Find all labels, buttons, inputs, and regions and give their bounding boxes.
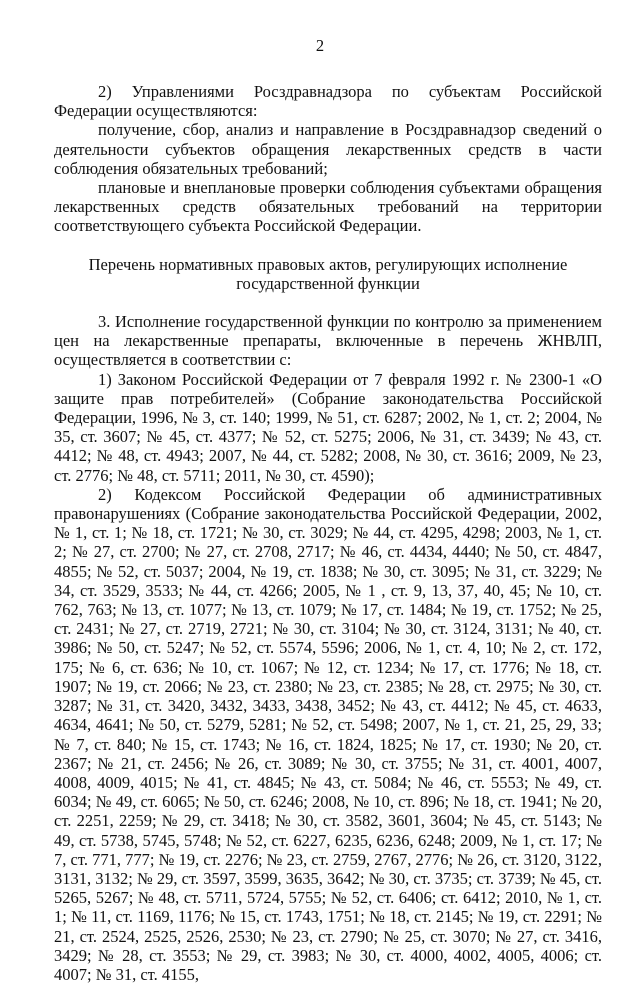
document-body: [54, 82, 602, 984]
section-3-item-1: 1) Законом Российской Федерации от 7 февраля 1992 г. № 2300-1 «О защите прав потребителей» (Собрание законодательства Российской Федерации, 1996, № 3, ст. 140; 1999, № 51, ст. 6287; 2002, № 1, ст. 2; 2004, № 35, ст. 3607; № 45, ст. 4377; № 52, ст. 5275; 2006, № 31, ст. 3439; № 43, ст. 4412; № 48, ст. 4943; 2007, № 44, ст. 5282; 2008, № 30, ст. 3616; 2009, № 23, ст. 2776; № 48, ст. 5711; 2011, № 30, ст. 4590);: [54, 369, 602, 485]
page-number: 2: [315, 36, 325, 55]
paragraph-2-intro: 2) Управлениями Росздравнадзора по субъектам Российской Федерации осуществляются:: [54, 82, 602, 121]
paragraph-collection: получение, сбор, анализ и направление в Росздравнадзор сведений о деятельности субъектов обращения лекарственных средств в части соблюдения обязательных требований;: [54, 120, 602, 178]
section-3-intro: 3. Исполнение государственной функции по контролю за применением цен на лекарственные препараты, включенные в перечень ЖНВЛП, осуществляется в соответствии с:: [54, 312, 602, 370]
paragraph-inspections: плановые и внеплановые проверки соблюдения субъектами обращения лекарственных средств обязательных требований на территории соответствующего субъекта Российской Федерации.: [54, 178, 602, 236]
section-3-item-2: 2) Кодексом Российской Федерации об административных правонарушениях (Собрание законодательства Российской Федерации, 2002, № 1, ст. 1; № 18, ст. 1721; № 30, ст. 3029; № 44, ст. 4295, 4298; 2003, № 1, ст. 2; № 27, ст. 2700; № 27, ст. 2708, 2717; № 46, ст. 4434, 4440; № 50, ст. 4847, 4855; № 52, ст. 5037; 2004, № 19, ст. 1838; № 30, ст. 3095; № 31, ст. 3229; № 34, ст. 3529, 3533; № 44, ст. 4266; 2005, № 1 , ст. 9, 13, 37, 40, 45; № 10, ст. 762, 763; № 13, ст. 1077; № 13, ст. 1079; № 17, ст. 1484; № 19, ст. 1752; № 25, ст. 2431; № 27, ст. 2719, 2721; № 30, ст. 3104; № 30, ст. 3124, 3131; № 40, ст. 3986; № 50, ст. 5247; № 52, ст. 5574, 5596; 2006, № 1, ст. 4, 10; № 2, ст. 172, 175; № 6, ст. 636; № 10, ст. 1067; № 12, ст. 1234; № 17, ст. 1776; № 18, ст. 1907; № 19, ст. 2066; № 23, ст. 2380; № 23, ст. 2385; № 28, ст. 2975; № 30, ст. 3287; № 31, ст. 3420, 3432, 3433, 3438, 3452; № 43, ст. 4412; № 45, ст. 4633, 4634, 4641; № 50, ст. 5279, 5281; № 52, ст. 5498; 2007, № 1, ст. 21, 25, 29, 33; № 7, ст. 840; № 15, ст. 1743; № 16, ст. 1824, 1825; № 17, ст. 1930; № 20, ст. 2367; № 21, ст. 2456; № 26, ст. 3089; № 30, ст. 3755; № 31, ст. 4001, 4007, 4008, 4009, 4015; № 41, ст. 4845; № 43, ст. 5084; № 46, ст. 5553; № 49, ст. 6034; № 49, ст. 6065; № 50, ст. 6246; 2008, № 10, ст. 896; № 18, ст. 1941; № 20, ст. 2251, 2259; № 29, ст. 3418; № 30, ст. 3582, 3601, 3604; № 45, ст. 5143; № 49, ст. 5738, 5745, 5748; № 52, ст. 6227, 6235, 6236, 6248; 2009, № 1, ст. 17; № 7, ст. 771, 777; № 19, ст. 2276; № 23, ст. 2759, 2767, 2776; № 26, ст. 3120, 3122, 3131, 3132; № 29, ст. 3597, 3599, 3635, 3642; № 30, ст. 3735; ст. 3739; № 45, ст. 5265, 5267; № 48, ст. 5711, 5724, 5755; № 52, ст. 6406; ст. 6412; 2010, № 1, ст. 1; № 11, ст. 1169, 1176; № 15, ст. 1743, 1751; № 18, ст. 2145; № 19, ст. 2291; № 21, ст. 2524, 2525, 2526, 2530; № 23, ст. 2790; № 25, ст. 3070; № 27, ст. 3416, 3429; № 28, ст. 3553; № 29, ст. 3983; № 30, ст. 4000, 4002, 4005, 4006; ст. 4007; № 31, ст. 4155,: [54, 484, 602, 984]
section-heading: Перечень нормативных правовых актов, регулирующих исполнение государственной функции: [88, 254, 568, 293]
